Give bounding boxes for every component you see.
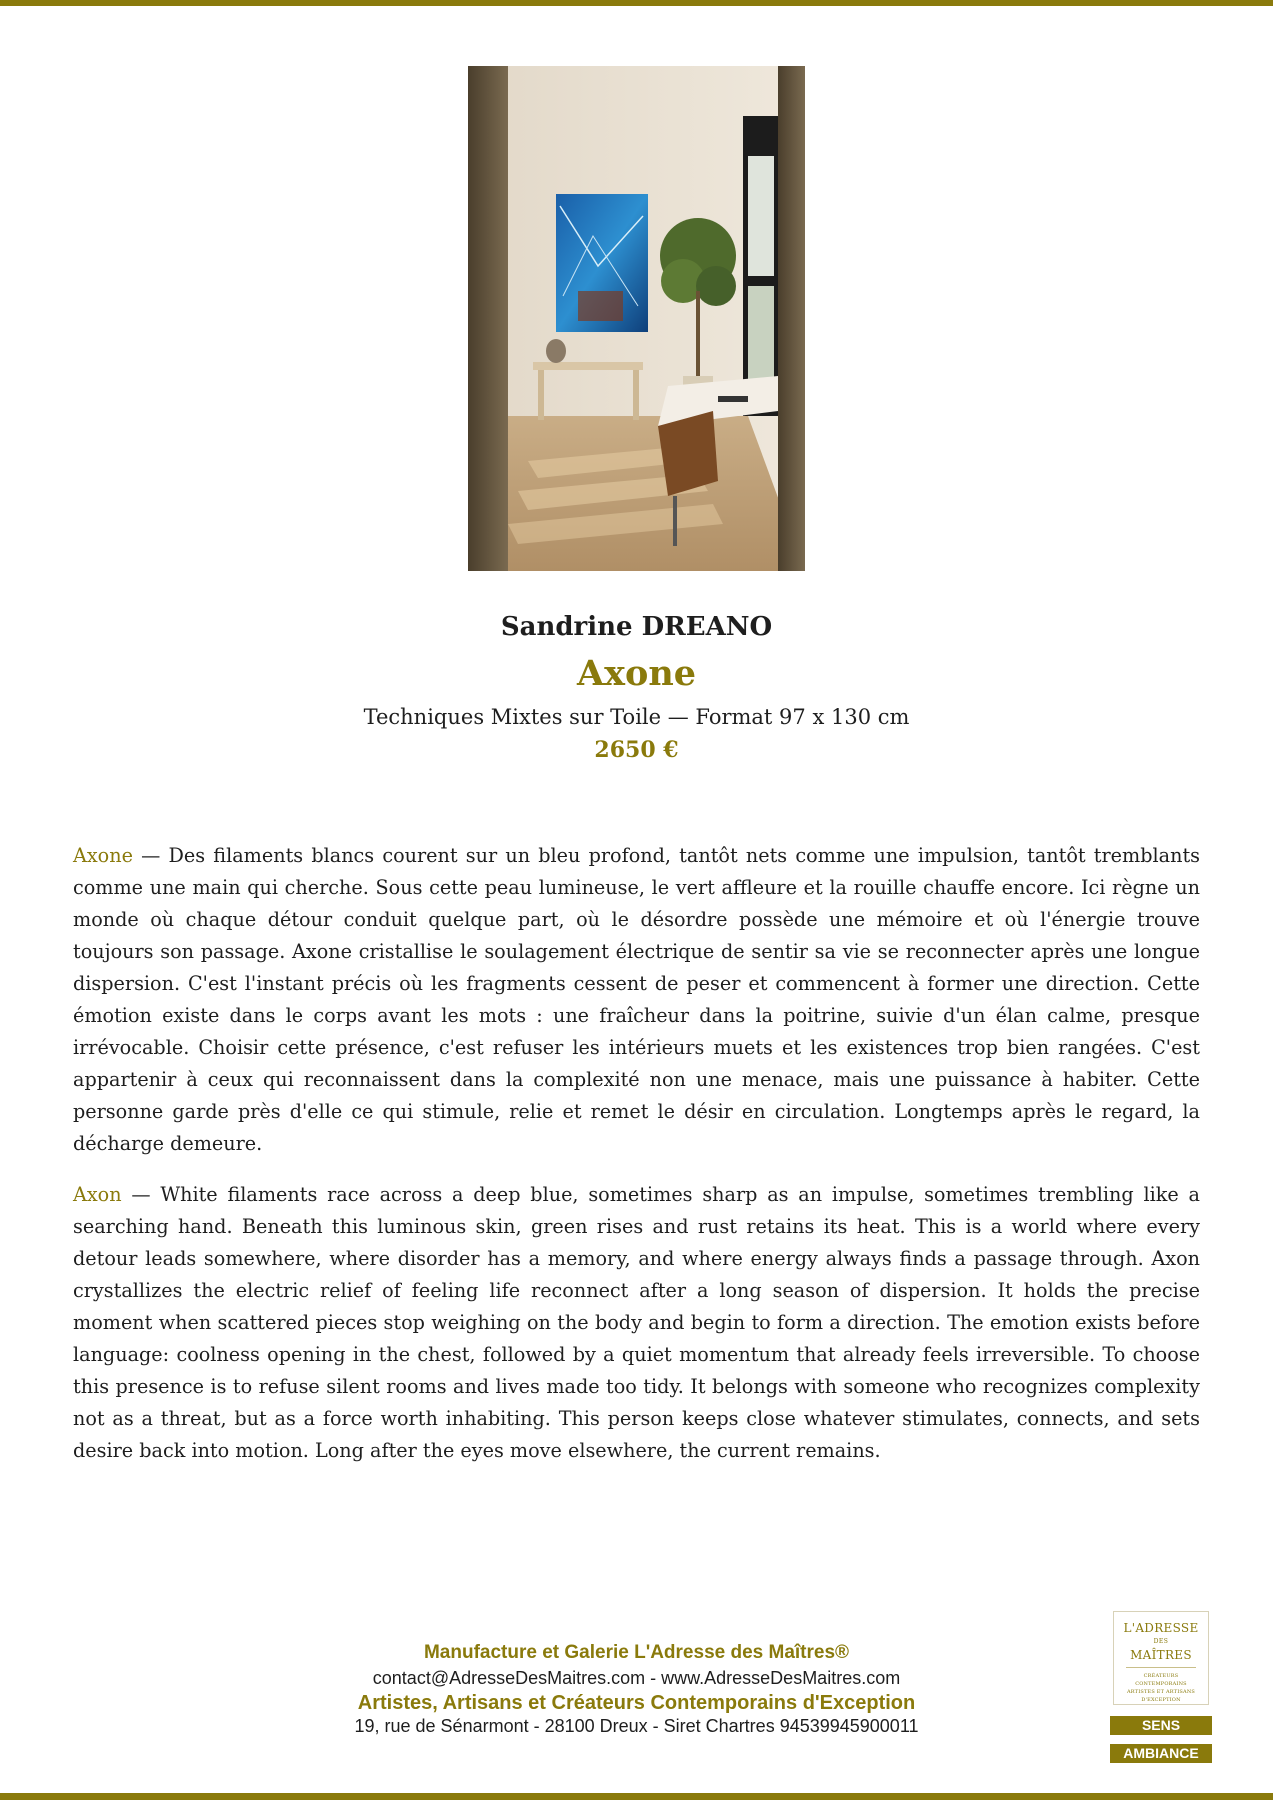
artist-name: Sandrine DREANO bbox=[500, 612, 773, 642]
footer-tagline: Artistes, Artisans et Créateurs Contemporains d'Exception bbox=[357, 1692, 916, 1714]
description-english-lead: Axon bbox=[73, 1183, 122, 1206]
logo-divider bbox=[1126, 1667, 1196, 1668]
logo-line-4: CRÉATEURS CONTEMPORAINS ARTISTES ET ARTISANS D'EXCEPTION bbox=[1126, 1673, 1196, 1703]
description-french-text: — Des filaments blancs courent sur un bleu profond, tantôt nets comme une impulsion, tantôt tremblants comme une main qui cherche. Sous cette peau lumineuse, le vert affleure et la rouille chauffe encore. Ici règne un monde où chaque détour conduit quelque part, où le désordre possède une mémoire et où l'énergie trouve toujours son passage. Axone cristallise le soulagement électrique de sentir sa vie se reconnecter après une longue dispersion. C'est l'instant précis où les fragments cessent de peser et commencent à former une direction. Cette émotion existe dans le corps avant les mots : une fraîcheur dans la poitrine, suivie d'un élan calme, presque irrévocable. Choisir cette présence, c'est refuser les intérieurs muets et les existences trop bien rangées. C'est appartenir à ceux qui reconnaissent dans la complexité non une menace, mais une puissance à habiter. Cette personne garde près d'elle ce qui stimule, relie et remet le désir en circulation. Longtemps après le regard, la décharge demeure. bbox=[73, 844, 1200, 1155]
footer-address: 19, rue de Sénarmont - 28100 Dreux - Siret Chartres 94539945900011 bbox=[354, 1716, 919, 1736]
artwork-title: Axone bbox=[576, 653, 697, 694]
badge-ambiance: AMBIANCE bbox=[1110, 1744, 1212, 1763]
top-border bbox=[0, 0, 1273, 6]
footer-gallery-name: Manufacture et Galerie L'Adresse des Maîtres® bbox=[423, 1642, 850, 1663]
description-english-text: — White filaments race across a deep blue, sometimes sharp as an impulse, sometimes trembling like a searching hand. Beneath this luminous skin, green rises and rust retains its heat. This is a world where every detour leads somewhere, where disorder has a memory, and where energy always finds a passage through. Axon crystallizes the electric relief of feeling life reconnect after a long season of dispersion. It holds the precise moment when scattered pieces stop weighing on the body and begin to form a direction. The emotion exists before language: coolness opening in the chest, followed by a quiet momentum that already feels irreversible. To choose this presence is to refuse silent rooms and lives made too tidy. It belongs with someone who recognizes complexity not as a threat, but as a force worth inhabiting. This person keeps close whatever stimulates, connects, and sets desire back into motion. Long after the eyes move elsewhere, the current remains. bbox=[73, 1183, 1200, 1462]
gallery-logo bbox=[1113, 1611, 1209, 1705]
artwork-room-photo bbox=[468, 66, 805, 571]
footer-contact: contact@AdresseDesMaitres.com - www.AdresseDesMaitres.com bbox=[372, 1668, 901, 1688]
artwork-technique: Techniques Mixtes sur Toile — Format 97 x 130 cm bbox=[363, 705, 910, 729]
bottom-border bbox=[0, 1793, 1273, 1800]
artwork-price: 2650 € bbox=[594, 737, 679, 763]
logo-line-1: L'ADRESSE bbox=[1123, 1621, 1199, 1635]
description-english bbox=[73, 1179, 1200, 1467]
description-french-lead: Axone bbox=[73, 844, 133, 867]
badge-sens: SENS bbox=[1110, 1716, 1212, 1735]
logo-line-3: MAÎTRES bbox=[1130, 1648, 1192, 1662]
description-french bbox=[73, 840, 1200, 1160]
logo-line-2: DES bbox=[1153, 1638, 1169, 1645]
